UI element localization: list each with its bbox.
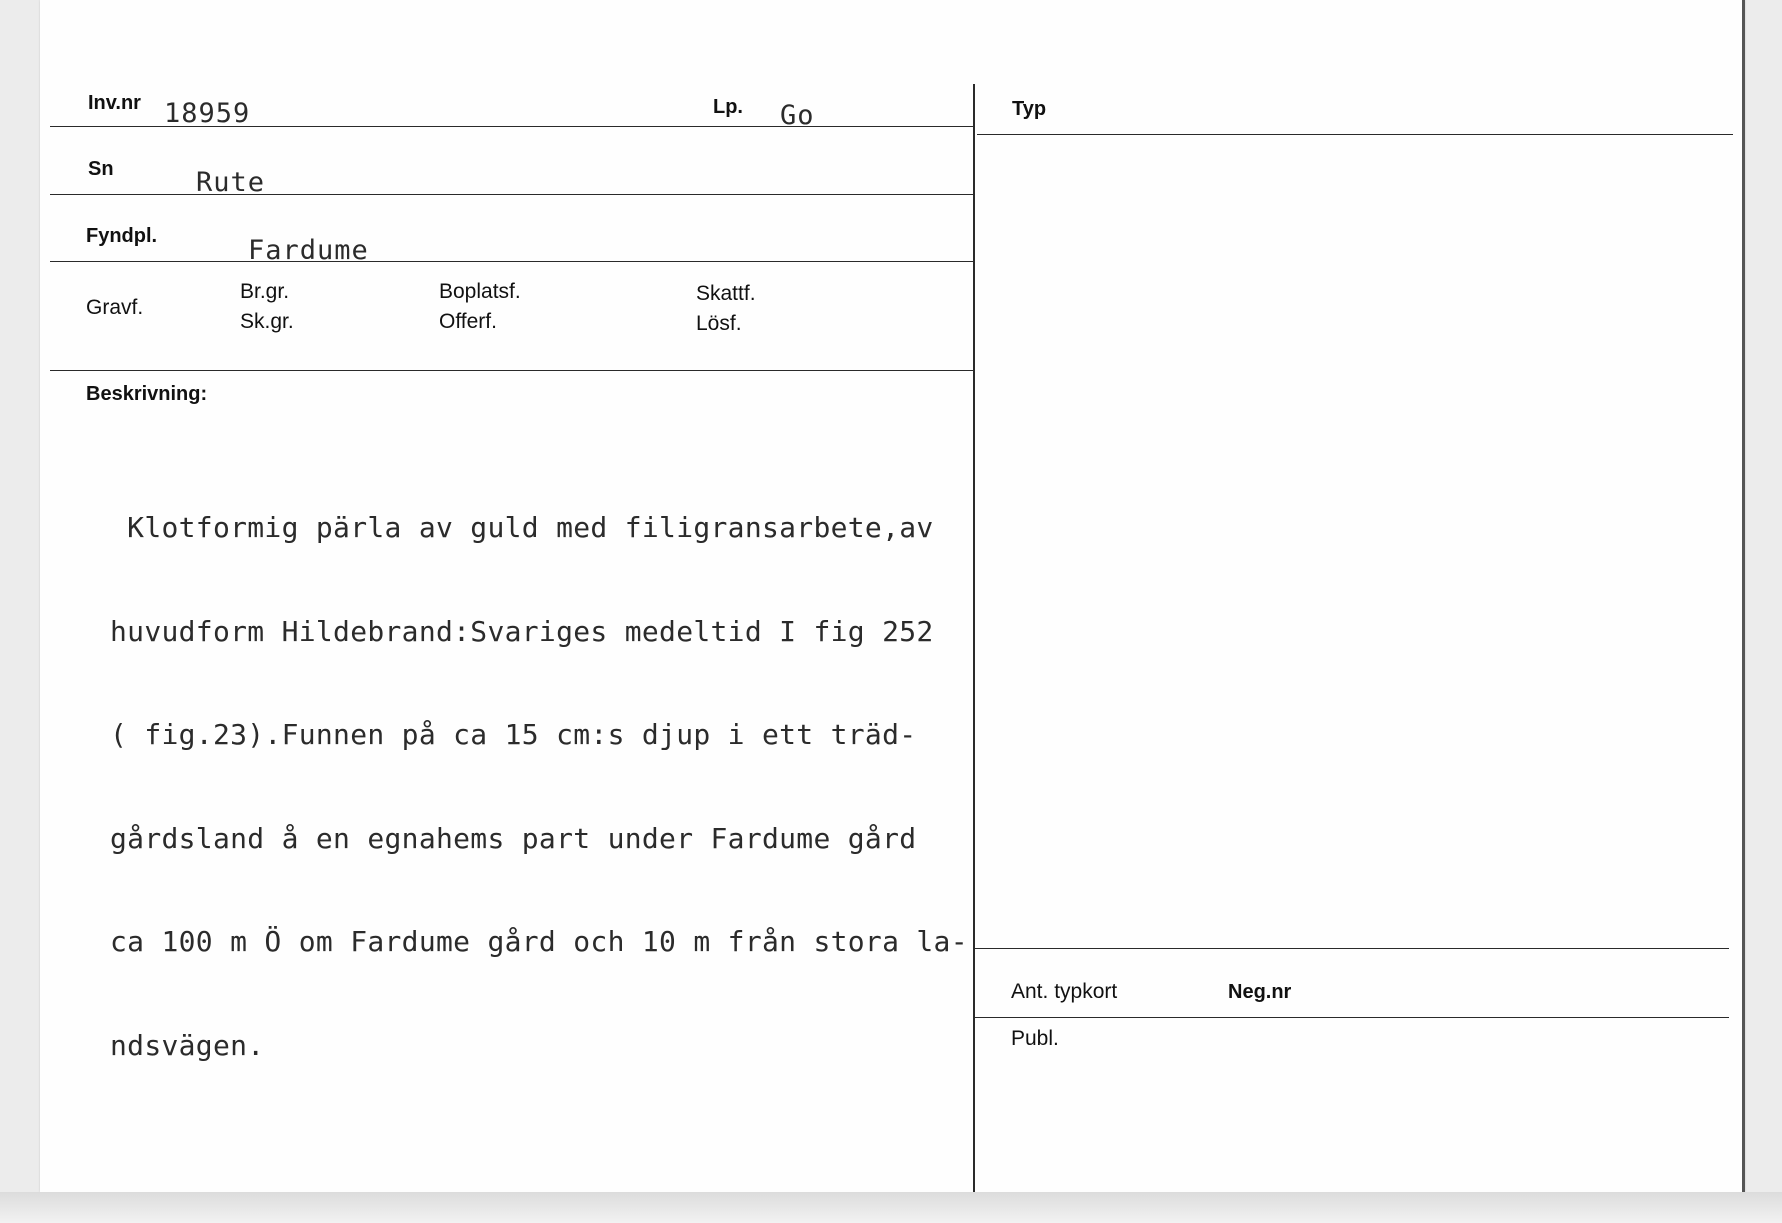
br-gr-label: Br.gr. bbox=[240, 280, 290, 303]
typ-label: Typ bbox=[1012, 98, 1047, 120]
description-line: ndsvägen. bbox=[110, 1028, 265, 1062]
gravf-label: Gravf. bbox=[86, 296, 144, 319]
description-text bbox=[110, 442, 968, 1132]
neg-nr-label: Neg.nr bbox=[1228, 981, 1292, 1003]
inv-nr-value: 18959 bbox=[164, 98, 251, 129]
beskrivning-label: Beskrivning: bbox=[86, 383, 208, 405]
fyndpl-label: Fyndpl. bbox=[86, 225, 158, 247]
catalog-card bbox=[40, 0, 1745, 1192]
description-line: Klotformig pärla av guld med filigransarbete,av bbox=[110, 511, 934, 544]
ant-typkort-label: Ant. typkort bbox=[1011, 980, 1118, 1003]
description-line: huvudform Hildebrand:Svariges medeltid I fig 252 bbox=[110, 614, 934, 648]
inv-nr-label: Inv.nr bbox=[88, 92, 141, 114]
sn-label: Sn bbox=[88, 158, 114, 180]
losf-label: Lösf. bbox=[696, 312, 742, 335]
sk-gr-label: Sk.gr. bbox=[240, 310, 294, 333]
description-line: ( fig.23).Funnen på ca 15 cm:s djup i ett träd- bbox=[110, 718, 917, 751]
skattf-label: Skattf. bbox=[696, 282, 756, 305]
column-divider bbox=[973, 84, 975, 1192]
offerf-label: Offerf. bbox=[439, 310, 497, 333]
rule-ant-typkort bbox=[973, 1017, 1729, 1018]
lp-value: Go bbox=[780, 100, 815, 131]
scan-edge bbox=[0, 1192, 1782, 1223]
rule-typ bbox=[977, 134, 1733, 135]
rule-sn bbox=[50, 194, 975, 195]
publ-label: Publ. bbox=[1011, 1027, 1059, 1050]
sn-value: Rute bbox=[196, 167, 266, 198]
rule-category bbox=[50, 370, 975, 371]
fyndpl-value: Fardume bbox=[248, 235, 369, 266]
description-line: ca 100 m Ö om Fardume gård och 10 m från stora la- bbox=[110, 925, 968, 958]
boplatsf-label: Boplatsf. bbox=[439, 280, 521, 303]
rule-typ-bottom bbox=[973, 948, 1729, 949]
rule-fyndpl bbox=[50, 261, 975, 262]
lp-label: Lp. bbox=[713, 96, 743, 118]
description-line: gårdsland å en egnahems part under Fardume gård bbox=[110, 821, 917, 855]
